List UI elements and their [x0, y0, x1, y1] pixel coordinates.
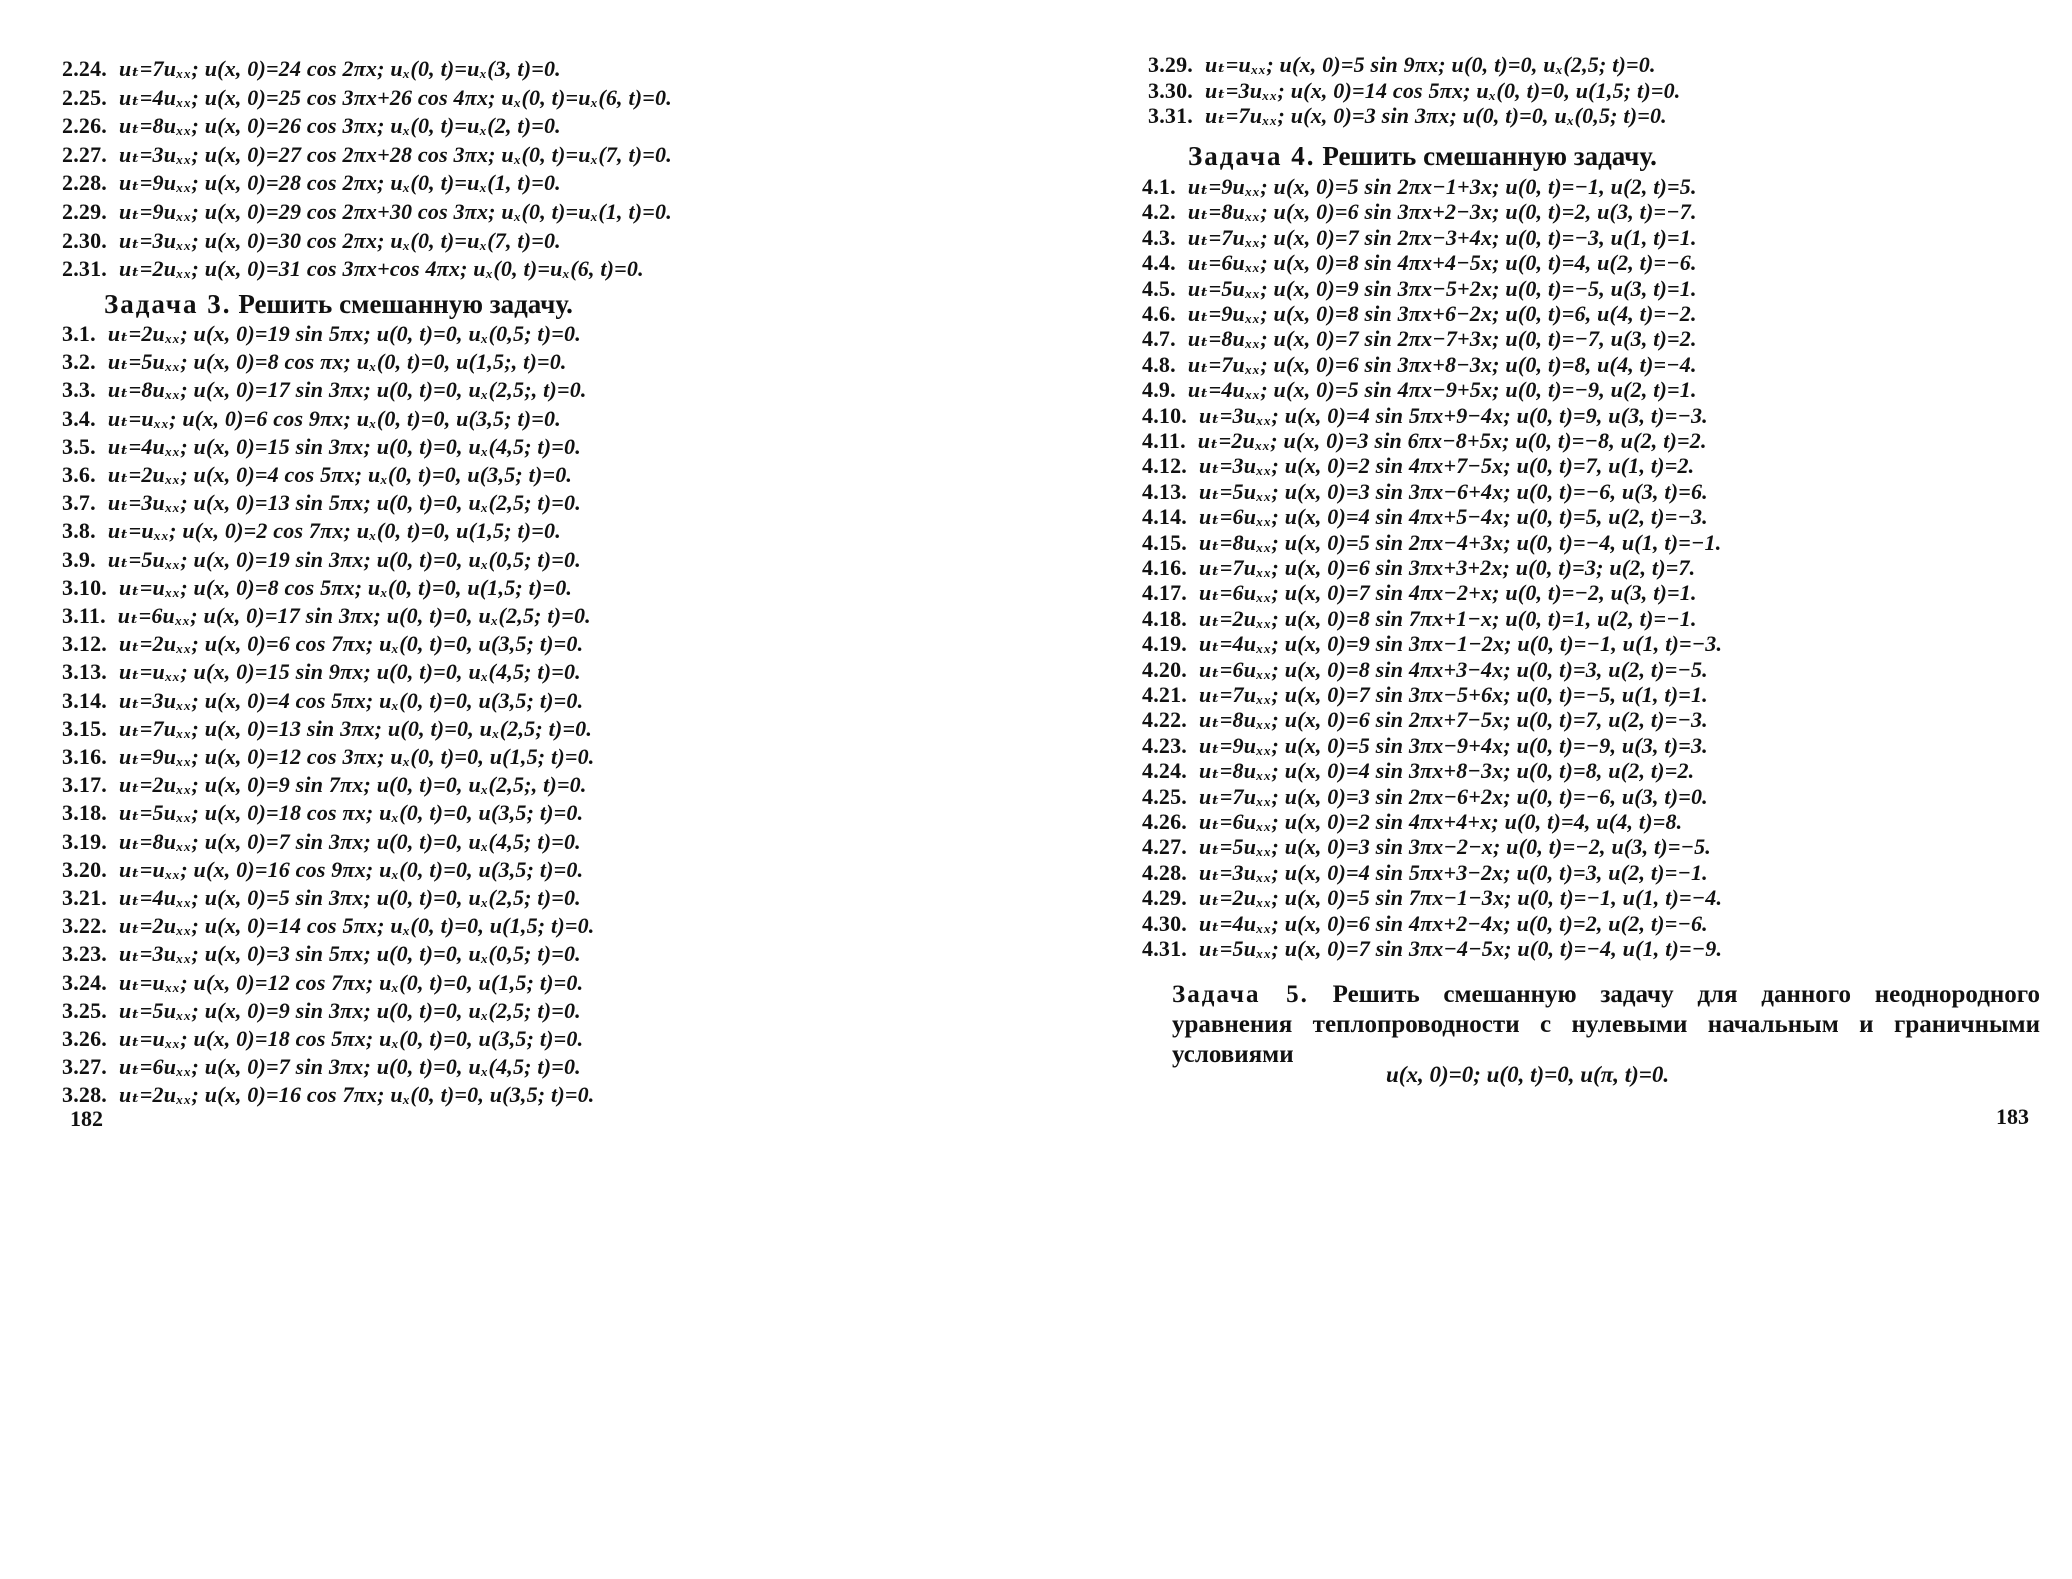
problem-number: 3.23. — [62, 941, 107, 967]
problem-number: 4.13. — [1142, 478, 1187, 504]
problem-item — [62, 1080, 595, 1110]
problem-number: 4.20. — [1142, 656, 1187, 682]
problem-equation: uₜ=5uₓₓ; u(x, 0)=9 sin 3πx−5+2x; u(0, t)=−5, u(3, t)=1. — [1187, 275, 1697, 301]
problem-equation: uₜ=3uₓₓ; u(x, 0)=13 sin 5πx; u(0, t)=0, uₓ(2,5; t)=0. — [107, 490, 581, 516]
problem-equation: uₜ=uₓₓ; u(x, 0)=2 cos 7πx; uₓ(0, t)=0, u(1,5; t)=0. — [107, 518, 561, 544]
problem-number: 3.20. — [62, 856, 107, 882]
problem-number: 2.31. — [62, 256, 107, 282]
problem-equation: uₜ=7uₓₓ; u(x, 0)=24 cos 2πx; uₓ(0, t)=uₓ(3, t)=0. — [119, 56, 561, 81]
problem-equation: uₜ=6uₓₓ; u(x, 0)=4 sin 4πx+5−4x; u(0, t)=5, u(2, t)=−3. — [1199, 504, 1708, 530]
problem-equation: uₜ=3uₓₓ; u(x, 0)=4 sin 5πx+9−4x; u(0, t)=9, u(3, t)=−3. — [1199, 402, 1708, 428]
problem-number: 4.2. — [1142, 199, 1176, 225]
task-4-label: Задача 4. — [1188, 141, 1316, 171]
problem-equation: uₜ=5uₓₓ; u(x, 0)=18 cos πx; uₓ(0, t)=0, u(3,5; t)=0. — [119, 800, 584, 826]
problem-item — [62, 883, 581, 913]
problem-item — [62, 432, 581, 462]
problem-equation: uₜ=uₓₓ; u(x, 0)=18 cos 5πx; uₓ(0, t)=0, u(3,5; t)=0. — [119, 1026, 584, 1051]
problem-item — [62, 375, 587, 405]
problem-equation: uₜ=5uₓₓ; u(x, 0)=9 sin 3πx; u(0, t)=0, uₓ(2,5; t)=0. — [119, 997, 581, 1023]
task-3-label: Задача 3. — [104, 289, 232, 319]
task-3-heading — [104, 287, 573, 321]
problem-item — [62, 460, 572, 490]
problem-item — [62, 404, 561, 434]
problem-number: 3.6. — [62, 462, 96, 487]
problem-item — [62, 629, 583, 659]
problem-item — [62, 911, 595, 941]
problem-number: 3.10. — [62, 574, 107, 600]
problem-number: 3.30. — [1148, 77, 1193, 103]
problem-equation: uₜ=uₓₓ; u(x, 0)=16 cos 9πx; uₓ(0, t)=0, u(3,5; t)=0. — [119, 856, 584, 882]
problem-item — [1148, 101, 1667, 131]
problem-number: 2.27. — [62, 141, 107, 167]
task-3-text: Решить смешанную задачу. — [231, 289, 573, 319]
problem-number: 4.26. — [1142, 809, 1187, 834]
problem-number: 3.29. — [1148, 52, 1193, 77]
problem-item — [62, 714, 592, 744]
problem-equation: uₜ=9uₓₓ; u(x, 0)=5 sin 2πx−1+3x; u(0, t)=−1, u(2, t)=5. — [1187, 174, 1697, 199]
problem-equation: uₜ=3uₓₓ; u(x, 0)=3 sin 5πx; u(0, t)=0, uₓ(0,5; t)=0. — [119, 941, 581, 967]
right-page — [1036, 0, 2072, 1579]
problem-number: 4.10. — [1142, 402, 1187, 428]
problem-number: 4.4. — [1142, 250, 1176, 276]
problem-number: 4.3. — [1142, 224, 1176, 250]
problem-item — [62, 939, 581, 969]
problem-number: 3.18. — [62, 800, 107, 826]
problem-equation: uₜ=5uₓₓ; u(x, 0)=3 sin 3πx−6+4x; u(0, t)=−6, u(3, t)=6. — [1199, 478, 1708, 504]
problem-equation: uₜ=9uₓₓ; u(x, 0)=29 cos 2πx+30 cos 3πx; uₓ(0, t)=uₓ(1, t)=0. — [119, 199, 672, 224]
problem-item — [62, 770, 587, 800]
problem-equation: uₜ=7uₓₓ; u(x, 0)=13 sin 3πx; u(0, t)=0, uₓ(2,5; t)=0. — [119, 715, 593, 741]
problem-equation: uₜ=9uₓₓ; u(x, 0)=5 sin 3πx−9+4x; u(0, t)=−9, u(3, t)=3. — [1199, 732, 1708, 758]
problem-number: 3.7. — [62, 490, 96, 516]
problem-number: 4.1. — [1142, 174, 1176, 199]
problem-item — [62, 54, 561, 84]
problem-number: 4.19. — [1142, 631, 1187, 657]
problem-number: 4.15. — [1142, 529, 1187, 555]
problem-number: 3.22. — [62, 913, 107, 939]
problem-item — [62, 1024, 583, 1054]
problem-number: 2.28. — [62, 170, 107, 196]
problem-item — [62, 488, 581, 518]
problem-equation: uₜ=6uₓₓ; u(x, 0)=7 sin 4πx−2+x; u(0, t)=−2, u(3, t)=1. — [1199, 580, 1697, 606]
problem-equation: uₜ=8uₓₓ; u(x, 0)=17 sin 3πx; u(0, t)=0, uₓ(2,5;, t)=0. — [107, 377, 587, 403]
problem-number: 4.28. — [1142, 859, 1187, 885]
problem-equation: uₜ=9uₓₓ; u(x, 0)=12 cos 3πx; uₓ(0, t)=0, u(1,5; t)=0. — [119, 744, 595, 769]
problem-number: 3.11. — [62, 603, 106, 628]
problem-item — [62, 83, 672, 113]
problem-number: 3.16. — [62, 744, 107, 769]
problem-equation: uₜ=7uₓₓ; u(x, 0)=3 sin 2πx−6+2x; u(0, t)=−6, u(3, t)=0. — [1199, 783, 1708, 809]
problem-item — [62, 516, 561, 546]
problem-equation: uₜ=3uₓₓ; u(x, 0)=4 sin 5πx+3−2x; u(0, t)=3, u(2, t)=−1. — [1199, 859, 1708, 885]
problem-number: 4.29. — [1142, 885, 1187, 911]
problem-number: 4.11. — [1142, 428, 1186, 453]
problem-equation: uₜ=uₓₓ; u(x, 0)=15 sin 9πx; u(0, t)=0, uₓ(4,5; t)=0. — [119, 659, 581, 685]
problem-number: 4.7. — [1142, 326, 1176, 352]
problem-equation: uₜ=3uₓₓ; u(x, 0)=30 cos 2πx; uₓ(0, t)=uₓ(7, t)=0. — [119, 227, 561, 253]
problem-equation: uₜ=8uₓₓ; u(x, 0)=5 sin 2πx−4+3x; u(0, t)=−4, u(1, t)=−1. — [1199, 529, 1722, 555]
problem-item — [62, 686, 583, 716]
problem-number: 3.24. — [62, 969, 107, 995]
problem-equation: uₜ=8uₓₓ; u(x, 0)=7 sin 3πx; u(0, t)=0, uₓ(4,5; t)=0. — [119, 828, 581, 854]
problem-equation: uₜ=uₓₓ; u(x, 0)=5 sin 9πx; u(0, t)=0, uₓ(2,5; t)=0. — [1205, 52, 1656, 77]
problem-item — [62, 742, 595, 772]
task-4-heading — [1188, 139, 1657, 173]
problem-number: 4.18. — [1142, 605, 1187, 631]
problem-number: 3.3. — [62, 377, 96, 403]
problem-equation: uₜ=5uₓₓ; u(x, 0)=8 cos πx; uₓ(0, t)=0, u(1,5;, t)=0. — [107, 349, 567, 375]
problem-equation: uₜ=8uₓₓ; u(x, 0)=26 cos 3πx; uₓ(0, t)=uₓ(2, t)=0. — [119, 113, 561, 139]
problem-equation: uₜ=2uₓₓ; u(x, 0)=6 cos 7πx; uₓ(0, t)=0, u(3,5; t)=0. — [119, 631, 584, 657]
problem-number: 4.21. — [1142, 682, 1187, 707]
problem-number: 3.13. — [62, 659, 107, 685]
task-5-text: Решить смешанную задачу для данного неоднородного уравнения теплопроводности с нулевыми начальным и граничными условиями — [1172, 981, 2040, 1068]
problem-number: 3.8. — [62, 518, 96, 544]
problem-equation: uₜ=4uₓₓ; u(x, 0)=6 sin 4πx+2−4x; u(0, t)=2, u(2, t)=−6. — [1199, 910, 1708, 936]
problem-number: 2.30. — [62, 227, 107, 253]
problem-item — [62, 855, 583, 885]
problem-equation: uₜ=4uₓₓ; u(x, 0)=9 sin 3πx−1−2x; u(0, t)=−1, u(1, t)=−3. — [1199, 631, 1723, 657]
problem-equation: uₜ=3uₓₓ; u(x, 0)=2 sin 4πx+7−5x; u(0, t)=7, u(1, t)=2. — [1199, 453, 1695, 479]
problem-equation: uₜ=2uₓₓ; u(x, 0)=19 sin 5πx; u(0, t)=0, uₓ(0,5; t)=0. — [107, 321, 581, 346]
problem-item — [62, 254, 644, 284]
problem-equation: uₜ=3uₓₓ; u(x, 0)=27 cos 2πx+28 cos 3πx; uₓ(0, t)=uₓ(7, t)=0. — [119, 141, 672, 167]
problem-number: 2.24. — [62, 56, 107, 81]
problem-equation: uₜ=7uₓₓ; u(x, 0)=6 sin 3πx+8−3x; u(0, t)=8, u(4, t)=−4. — [1187, 351, 1697, 377]
problem-number: 3.15. — [62, 715, 107, 741]
problem-number: 2.29. — [62, 199, 107, 224]
problem-number: 2.25. — [62, 84, 107, 110]
problem-item — [62, 1052, 581, 1082]
problem-item — [62, 798, 583, 828]
problem-equation: uₜ=8uₓₓ; u(x, 0)=4 sin 3πx+8−3x; u(0, t)=8, u(2, t)=2. — [1199, 758, 1695, 784]
problem-number: 3.19. — [62, 828, 107, 854]
problem-item — [62, 197, 672, 227]
problem-item — [62, 226, 561, 256]
problem-number: 3.26. — [62, 1026, 107, 1051]
page-number-right: 183 — [1996, 1104, 2029, 1129]
problem-equation: uₜ=8uₓₓ; u(x, 0)=7 sin 2πx−7+3x; u(0, t)=−7, u(3, t)=2. — [1187, 326, 1697, 352]
problem-item — [62, 657, 581, 687]
problem-item — [62, 347, 567, 377]
problem-number: 4.12. — [1142, 453, 1187, 479]
problem-number: 4.17. — [1142, 580, 1187, 606]
problem-equation: uₜ=2uₓₓ; u(x, 0)=9 sin 7πx; u(0, t)=0, uₓ(2,5;, t)=0. — [119, 772, 587, 798]
problem-number: 3.9. — [62, 546, 96, 572]
problem-equation: uₜ=7uₓₓ; u(x, 0)=7 sin 2πx−3+4x; u(0, t)=−3, u(1, t)=1. — [1187, 224, 1697, 250]
problem-number: 3.14. — [62, 687, 107, 713]
problem-equation: uₜ=3uₓₓ; u(x, 0)=4 cos 5πx; uₓ(0, t)=0, u(3,5; t)=0. — [119, 687, 584, 713]
problem-equation: uₜ=2uₓₓ; u(x, 0)=5 sin 7πx−1−3x; u(0, t)=−1, u(1, t)=−4. — [1199, 885, 1723, 911]
problem-number: 4.22. — [1142, 707, 1187, 733]
task-5-label: Задача 5. — [1172, 981, 1309, 1008]
problem-item — [62, 827, 581, 857]
problem-number: 4.9. — [1142, 377, 1176, 403]
problem-number: 3.1. — [62, 321, 96, 346]
task-5-conditions: u(x, 0)=0; u(0, t)=0, u(π, t)=0. — [1386, 1062, 1670, 1087]
problem-equation: uₜ=7uₓₓ; u(x, 0)=6 sin 3πx+3+2x; u(0, t)=3; u(2, t)=7. — [1199, 555, 1696, 580]
problem-equation: uₜ=4uₓₓ; u(x, 0)=5 sin 4πx−9+5x; u(0, t)=−9, u(2, t)=1. — [1187, 377, 1697, 403]
problem-equation: uₜ=6uₓₓ; u(x, 0)=17 sin 3πx; u(0, t)=0, uₓ(2,5; t)=0. — [117, 603, 591, 628]
problem-number: 4.8. — [1142, 351, 1176, 377]
problem-equation: uₜ=8uₓₓ; u(x, 0)=6 sin 2πx+7−5x; u(0, t)=7, u(2, t)=−3. — [1199, 707, 1708, 733]
problem-equation: uₜ=5uₓₓ; u(x, 0)=3 sin 3πx−2−x; u(0, t)=−2, u(3, t)=−5. — [1199, 834, 1712, 860]
problem-equation: uₜ=4uₓₓ; u(x, 0)=25 cos 3πx+26 cos 4πx; uₓ(0, t)=uₓ(6, t)=0. — [119, 84, 672, 110]
problem-equation: uₜ=2uₓₓ; u(x, 0)=3 sin 6πx−8+5x; u(0, t)=−8, u(2, t)=2. — [1197, 428, 1707, 453]
problem-equation: uₜ=5uₓₓ; u(x, 0)=19 sin 3πx; u(0, t)=0, uₓ(0,5; t)=0. — [107, 546, 581, 572]
problem-equation: uₜ=6uₓₓ; u(x, 0)=8 sin 4πx+4−5x; u(0, t)=4, u(2, t)=−6. — [1187, 250, 1697, 276]
problem-equation: uₜ=8uₓₓ; u(x, 0)=6 sin 3πx+2−3x; u(0, t)=2, u(3, t)=−7. — [1187, 199, 1697, 225]
problem-number: 4.31. — [1142, 936, 1187, 961]
problem-item — [62, 601, 591, 631]
problem-number: 4.16. — [1142, 555, 1187, 580]
problem-number: 4.27. — [1142, 834, 1187, 860]
problem-equation: uₜ=uₓₓ; u(x, 0)=6 cos 9πx; uₓ(0, t)=0, u(3,5; t)=0. — [107, 405, 561, 431]
problem-number: 3.21. — [62, 885, 107, 910]
problem-number: 3.28. — [62, 1082, 107, 1108]
problem-item — [62, 968, 583, 998]
problem-equation: uₜ=uₓₓ; u(x, 0)=8 cos 5πx; uₓ(0, t)=0, u(1,5; t)=0. — [119, 574, 573, 600]
problem-equation: uₜ=6uₓₓ; u(x, 0)=8 sin 4πx+3−4x; u(0, t)=3, u(2, t)=−5. — [1199, 656, 1708, 682]
problem-number: 2.26. — [62, 113, 107, 139]
problem-equation: uₜ=6uₓₓ; u(x, 0)=7 sin 3πx; u(0, t)=0, uₓ(4,5; t)=0. — [119, 1054, 581, 1080]
problem-equation: uₜ=7uₓₓ; u(x, 0)=3 sin 3πx; u(0, t)=0, uₓ(0,5; t)=0. — [1205, 103, 1667, 128]
problem-number: 4.6. — [1142, 301, 1176, 326]
problem-number: 4.23. — [1142, 732, 1187, 758]
problem-number: 3.12. — [62, 631, 107, 657]
problem-number: 4.30. — [1142, 910, 1187, 936]
problem-number: 3.25. — [62, 997, 107, 1023]
problem-equation: uₜ=5uₓₓ; u(x, 0)=7 sin 3πx−4−5x; u(0, t)=−4, u(1, t)=−9. — [1199, 936, 1723, 961]
problem-number: 4.24. — [1142, 758, 1187, 784]
task-4-text: Решить смешанную задачу. — [1315, 141, 1657, 171]
problem-item — [62, 996, 581, 1026]
problem-item — [62, 111, 561, 141]
problem-equation: uₜ=9uₓₓ; u(x, 0)=8 sin 3πx+6−2x; u(0, t)=6, u(4, t)=−2. — [1187, 301, 1697, 326]
problem-equation: uₜ=2uₓₓ; u(x, 0)=14 cos 5πx; uₓ(0, t)=0, u(1,5; t)=0. — [119, 913, 595, 939]
problem-number: 4.25. — [1142, 783, 1187, 809]
problem-equation: uₜ=2uₓₓ; u(x, 0)=31 cos 3πx+cos 4πx; uₓ(0, t)=uₓ(6, t)=0. — [119, 256, 644, 282]
problem-number: 3.17. — [62, 772, 107, 798]
problem-number: 3.2. — [62, 349, 96, 375]
problem-item — [62, 573, 572, 603]
problem-number: 4.14. — [1142, 504, 1187, 530]
problem-equation: uₜ=uₓₓ; u(x, 0)=12 cos 7πx; uₓ(0, t)=0, u(1,5; t)=0. — [119, 969, 584, 995]
problem-equation: uₜ=4uₓₓ; u(x, 0)=5 sin 3πx; u(0, t)=0, uₓ(2,5; t)=0. — [119, 885, 581, 910]
problem-number: 3.5. — [62, 433, 96, 459]
problem-number: 3.27. — [62, 1054, 107, 1080]
problem-item — [62, 168, 561, 198]
problem-equation: uₜ=2uₓₓ; u(x, 0)=4 cos 5πx; uₓ(0, t)=0, u(3,5; t)=0. — [107, 462, 573, 487]
problem-number: 3.4. — [62, 405, 96, 431]
problem-equation: uₜ=4uₓₓ; u(x, 0)=15 sin 3πx; u(0, t)=0, uₓ(4,5; t)=0. — [107, 433, 581, 459]
page-number-left: 182 — [70, 1106, 103, 1131]
problem-equation: uₜ=7uₓₓ; u(x, 0)=7 sin 3πx−5+6x; u(0, t)=−5, u(1, t)=1. — [1199, 682, 1708, 707]
problem-equation: uₜ=6uₓₓ; u(x, 0)=2 sin 4πx+4+x; u(0, t)=4, u(4, t)=8. — [1199, 809, 1683, 834]
problem-item — [62, 545, 581, 575]
problem-item — [62, 319, 581, 349]
task-5-heading — [1172, 980, 2040, 1070]
problem-equation: uₜ=9uₓₓ; u(x, 0)=28 cos 2πx; uₓ(0, t)=uₓ(1, t)=0. — [119, 170, 561, 196]
problem-number: 4.5. — [1142, 275, 1176, 301]
problem-equation: uₜ=3uₓₓ; u(x, 0)=14 cos 5πx; uₓ(0, t)=0, u(1,5; t)=0. — [1205, 77, 1681, 103]
problem-equation: uₜ=2uₓₓ; u(x, 0)=8 sin 7πx+1−x; u(0, t)=1, u(2, t)=−1. — [1199, 605, 1697, 631]
problem-item — [62, 140, 672, 170]
problem-equation: uₜ=2uₓₓ; u(x, 0)=16 cos 7πx; uₓ(0, t)=0, u(3,5; t)=0. — [119, 1082, 595, 1108]
problem-item — [1142, 934, 1722, 964]
problem-number: 3.31. — [1148, 103, 1193, 128]
